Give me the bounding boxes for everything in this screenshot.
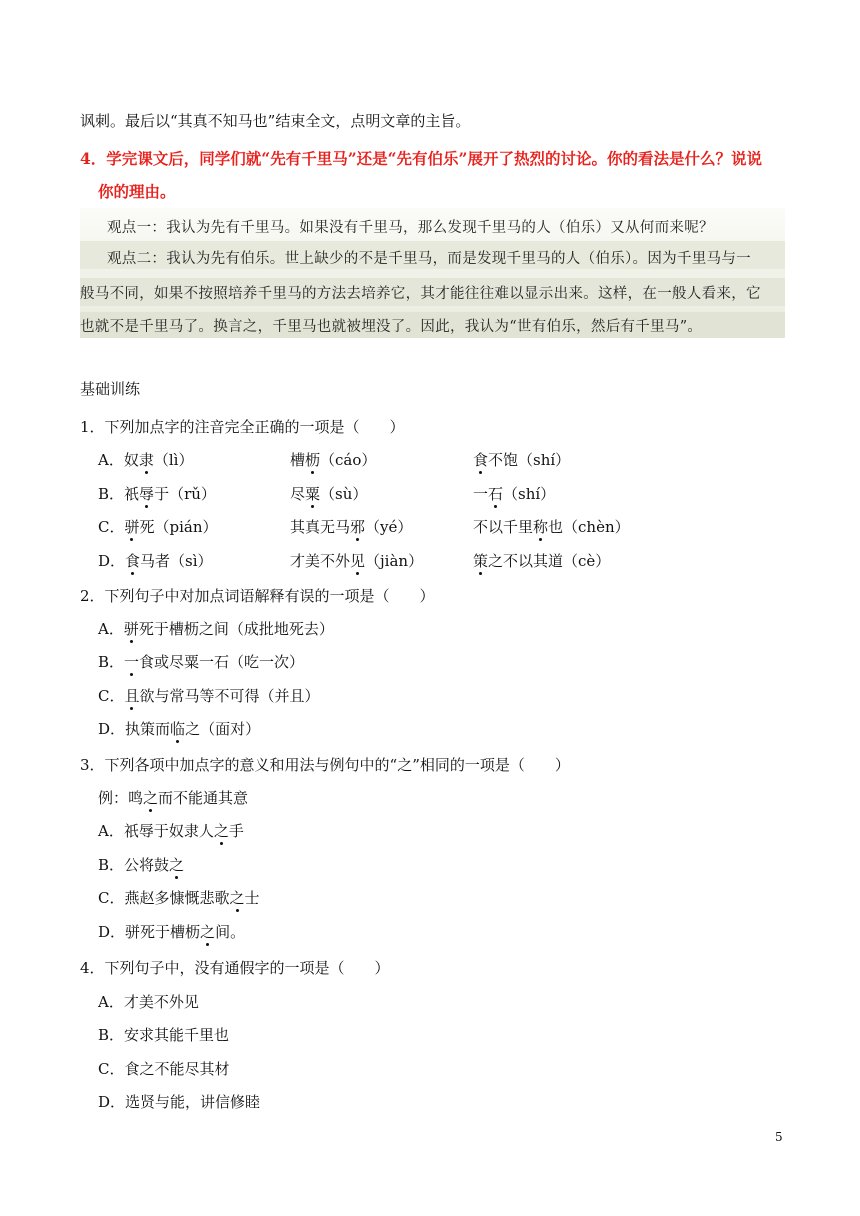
q1-option-b: B．祇辱于（rǔ） <box>98 485 216 503</box>
q3-option-a: A．祇辱于奴隶人之手 <box>98 822 244 840</box>
q3-example: 例：鸣之而不能通其意 <box>98 789 249 807</box>
q3-option-c: C．燕赵多慷慨悲歌之士 <box>98 889 260 907</box>
q1-option-c-col2: 其真无马邪（yé） <box>290 518 413 536</box>
q1-option-a-col3: 食不饱（shí） <box>473 451 571 469</box>
scanned-answer-image <box>80 208 785 338</box>
q4-stem: 4．下列句子中，没有通假字的一项是（ ） <box>80 959 390 977</box>
q2-stem: 2．下列句子中对加点词语解释有误的一项是（ ） <box>80 587 435 605</box>
q1-option-d-col2: 才美不外见（jiàn） <box>290 552 424 570</box>
q1-option-a-col2: 槽枥（cáo） <box>290 451 377 469</box>
page-number: 5 <box>775 1130 783 1144</box>
q1-stem: 1．下列加点字的注音完全正确的一项是（ ） <box>80 418 405 436</box>
q1-option-b-col3: 一石（shí） <box>473 485 556 503</box>
scan-viewpoint-two-line3: 也就不是千里马了。换言之，千里马也就被埋没了。因此，我认为“世有伯乐，然后有千里马”。 <box>80 319 703 335</box>
q3-option-d: D．骈死于槽枥之间。 <box>98 923 246 941</box>
q2-option-a: A．骈死于槽枥之间（成批地死去） <box>98 620 334 638</box>
q1-option-d: D．食马者（sì） <box>98 552 213 570</box>
q1-option-d-col3: 策之不以其道（cè） <box>473 552 611 570</box>
q4-option-c: C．食之不能尽其材 <box>98 1060 230 1078</box>
discussion-question-line2: 你的理由。 <box>98 182 176 201</box>
q2-option-b: B．一食或尽粟一石（吃一次） <box>98 653 305 671</box>
q4-option-b: B．安求其能千里也 <box>98 1026 230 1044</box>
q3-option-b: B．公将鼓之 <box>98 856 185 874</box>
q4-option-a: A．才美不外见 <box>98 993 199 1011</box>
discussion-question-line1: 4．学完课文后，同学们就“先有千里马”还是“先有伯乐”展开了热烈的讨论。你的看法是什么？说说 <box>80 149 762 168</box>
q4-option-d: D．选贤与能，讲信修睦 <box>98 1093 261 1111</box>
q3-stem: 3．下列各项中加点字的意义和用法与例句中的“之”相同的一项是（ ） <box>80 756 570 774</box>
q1-option-c-col3: 不以千里称也（chèn） <box>473 518 630 536</box>
q1-option-c: C．骈死（pián） <box>98 518 218 536</box>
section-title: 基础训练 <box>80 380 141 398</box>
scan-viewpoint-two-line2: 般马不同，如果不按照培养千里马的方法去培养它，其才能往往难以显示出来。这样，在一般人看来，它 <box>80 286 761 302</box>
q1-option-a: A．奴隶（lì） <box>98 451 194 469</box>
scan-viewpoint-two-line1: 观点二：我认为先有伯乐。世上缺少的不是千里马，而是发现千里马的人（伯乐）。因为千里马与一 <box>107 251 751 267</box>
q2-option-d: D．执策而临之（面对） <box>98 720 261 738</box>
intro-tail-text: 讽刺。最后以“其真不知马也”结束全文，点明文章的主旨。 <box>80 112 471 130</box>
q1-option-b-col2: 尽粟（sù） <box>290 485 368 503</box>
scan-viewpoint-one: 观点一：我认为先有千里马。如果没有千里马，那么发现千里马的人（伯乐）又从何而来呢？ <box>107 220 714 236</box>
q2-option-c: C．且欲与常马等不可得（并且） <box>98 687 320 705</box>
